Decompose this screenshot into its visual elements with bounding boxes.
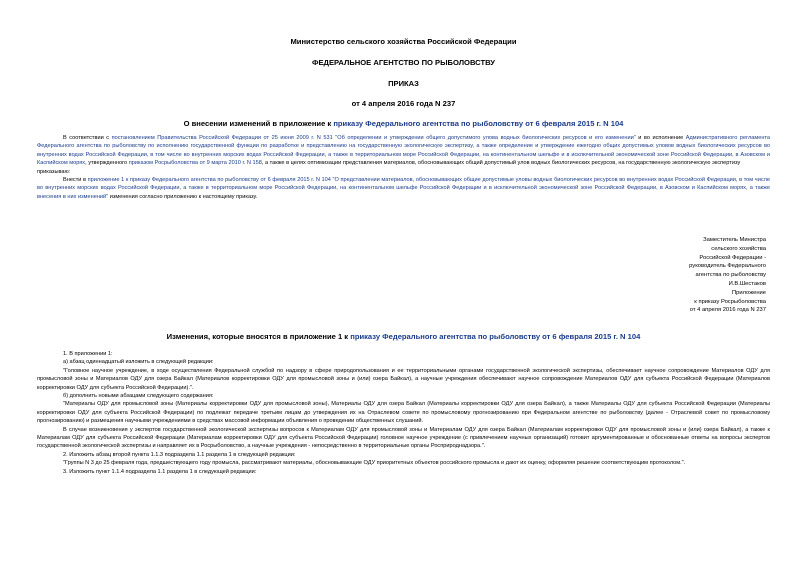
preamble-paragraph	[37, 134, 770, 168]
preamble-link-3[interactable]: приказом Росрыболовства от 9 марта 2010 г. N 158	[128, 160, 262, 167]
agency-heading: ФЕДЕРАЛЬНОЕ АГЕНТСТВО ПО РЫБОЛОВСТВУ	[312, 58, 495, 67]
doc-type-heading: ПРИКАЗ	[388, 79, 419, 88]
signature-line: Российской Федерации -	[699, 254, 766, 261]
preamble-link-1[interactable]: постановлением Правительства Российской Федерации от 25 июня 2009 г. N 531 "Об определении и утверждении общего допустимого улова водных биологических ресурсов и его изменении"	[111, 135, 636, 141]
signature-line: от 4 апреля 2016 года N 237	[689, 307, 766, 314]
doc-title	[0, 119, 807, 128]
list-item: б) дополнить новыми абзацами следующего содержания:	[63, 393, 214, 400]
list-item: 3. Изложить пункт 1.1.4 подраздела 1.1 раздела 1 в следующей редакции:	[63, 468, 257, 475]
list-item: а) абзац одиннадцатый изложить в следующей редакции:	[63, 359, 214, 366]
list-item: 1. В приложении 1:	[63, 351, 113, 357]
list-item: 2. Изложить абзац второй пункта 1.1.3 подраздела 1.1 раздела 1 в следующей редакции:	[63, 451, 296, 458]
signature-line: Заместитель Министра	[703, 237, 766, 243]
preamble-text-2: и во исполнение	[635, 135, 686, 141]
signature-line: Приложение	[731, 289, 766, 296]
doc-date: от 4 апреля 2016 года N 237	[351, 99, 456, 108]
order-paragraph	[37, 176, 770, 201]
preamble-text-3: , утвержденного	[85, 160, 129, 167]
preamble-text-4: , а также в целях оптимизации представления материалов, обосновывающих общий допустимый улов водных биологических ресурсов, на государственную экологическую экспертизу	[261, 160, 741, 167]
preamble-text-1: В соответствии с	[63, 135, 112, 141]
order-text-1: Внести в	[63, 177, 88, 184]
signature-line: сельского хозяйства	[711, 245, 766, 252]
order-word: приказываю:	[37, 168, 71, 175]
signature-line: агентства по рыболовству	[695, 272, 766, 279]
changes-list	[37, 350, 770, 476]
order-link[interactable]: приложение 1 к приказу Федерального агентства по рыболовству от 6 февраля 2015 г. N 104 "О представлении материалов, обосновывающих общие допустимые уловы водных биологических ресурсов во внутренних водах Российской Федерации, в том числе во внутренних морских водах Российской Федерации, а также в территориальном море Российской Федерации, на континентальном шельфе Российской Федерации и в исключительной экономической зоне Российской Федерации, в Азовском и Каспийском морях, а также внесения в них изменений"	[37, 177, 770, 200]
doc-title-link[interactable]: приказу Федерального агентства по рыболовству от 6 февраля 2015 г. N 104	[333, 119, 624, 128]
list-item: В случае возникновения у экспертов государственной экологической экспертизы вопросов к Материалам ОДУ для промысловой зоны и Материалам ОДУ для озера Байкал (Материалам корректировки ОДУ для промысловой зоны и (или) озера Байкал), а также к Материалам ОДУ для субъекта Российской Федерации (Материалам корректировки ОДУ для субъекта Российской Федерации) головное научное учреждение (с привлечением научных организаций) готовит аргументированные и обоснованные ответы на вопросы экспертов государственной экологической экспертизы и направляет их в Росрыболовство, а научные учреждения - непосредственно в территориальные органы Росприроднадзора.".	[37, 426, 770, 450]
signature-line: руководитель Федерального	[689, 263, 766, 270]
changes-title-prefix: Изменения, которые вносятся в приложение 1 к	[166, 332, 351, 341]
order-text-2: изменения согласно приложению к настоящему приказу.	[108, 193, 258, 200]
changes-title	[0, 332, 807, 341]
list-item: "Головное научное учреждение, в ходе осуществления Федеральной службой по надзору в сфере природопользования и ее территориальными органами государственной экологической экспертизы, обеспечивает научное сопровождение Материалов ОДУ для промысловой зоны и Материалов ОДУ для озера Байкал (Материалов корректировки ОДУ для промысловой зоны и (или) озера Байкал), а научные учреждения обеспечивают научное сопровождение Материалов ОДУ для субъекта Российской Федерации (Материалов корректировки ОДУ для субъекта Российской Федерации).".	[37, 367, 770, 391]
signature-line: к приказу Росрыболовства	[694, 298, 766, 305]
preamble-block	[37, 134, 770, 201]
signature-block	[689, 236, 766, 315]
list-item: "Группы N 3 до 25 февраля года, предшествующего году промысла, рассматривают материалы, обосновывающие ОДУ приоритетных объектов российского промысла и дают их оценку, оформляя решение соответствующим протоколом.".	[63, 460, 686, 467]
signature-line: И.В.Шестаков	[728, 280, 766, 287]
preamble-link-2[interactable]: Административного регламента Федерального агентства по рыболовству по исполнению государственной функции по разработке и представлению на государственную экологическую экспертизу, а также определение и утверждение ежегодно общих допустимых уловов водных биологических ресурсов во внутренних водах Российской Федерации, в том числе во внутренних морских водах Российской Федерации, а также в территориальном море Российской Федерации, на континентальном шельфе и в исключительной экономической зоне Российской Федерации, в Азовском и Каспийском морях	[37, 135, 771, 167]
doc-title-prefix: О внесении изменений в приложение к	[183, 119, 334, 128]
list-item: "Материалы ОДУ для промысловой зоны (Материалы корректировки ОДУ для промысловой зоны), Материалы ОДУ для озера Байкал (Материалы корректировки ОДУ для озера Байкал), а также Материалы ОДУ для субъекта Российской Федерации (Материалы корректировки ОДУ для субъекта Российской Федерации) по подлежат передаче третьим лицам до утверждения их на Отраслевом совете по промысловому прогнозированию при Федеральном агентстве по рыболовству (далее - Отраслевой совет по промысловому прогнозированию) и размещения научными учреждениями в средствах массовой информации объявления о проведении общественных слушаний.	[37, 401, 770, 425]
ministry-heading: Министерство сельского хозяйства Российской Федерации	[290, 37, 517, 46]
changes-title-link[interactable]: приказу Федерального агентства по рыболовству от 6 февраля 2015 г. N 104	[350, 332, 641, 341]
